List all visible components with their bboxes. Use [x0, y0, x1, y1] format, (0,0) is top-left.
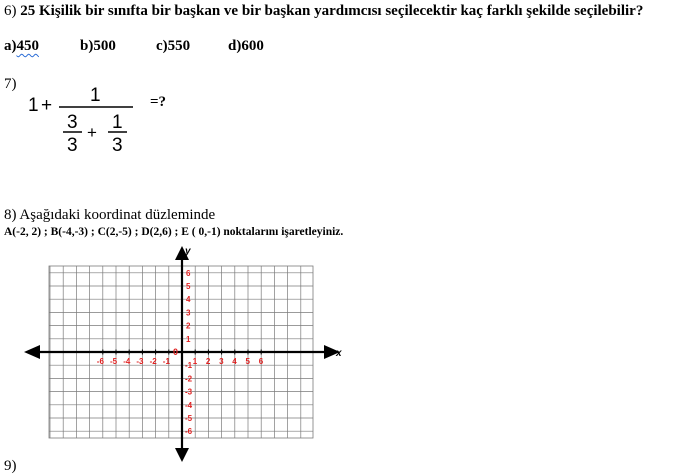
- y-axis-arrow-down: [175, 448, 189, 462]
- option-d-label: d): [228, 38, 242, 54]
- y-tick-label: -4: [185, 400, 193, 410]
- origin-label: 0: [173, 347, 179, 357]
- y-axis-label: y: [185, 246, 191, 257]
- x-tick-label: 3: [219, 357, 224, 366]
- y-tick-label: -2: [185, 374, 193, 384]
- question-6: [4, 3, 643, 20]
- complex-fraction: [26, 82, 146, 158]
- y-tick-label: 1: [186, 334, 191, 344]
- inner-right-denominator: 3: [112, 135, 123, 156]
- question-6-number: 6): [4, 3, 17, 19]
- question-8-title: 8) Aşağıdaki koordinat düzleminde: [4, 207, 216, 223]
- fraction-plus: +: [41, 95, 53, 116]
- y-tick-label: 4: [186, 295, 191, 305]
- x-tick-label: 4: [232, 357, 237, 366]
- question-7-number: 7): [4, 76, 17, 92]
- x-tick-label: -6: [96, 357, 104, 366]
- x-tick-label: 5: [245, 357, 250, 366]
- option-a-value: 450: [16, 38, 39, 54]
- x-axis-arrow-left: [24, 345, 40, 359]
- question-7-equals: =?: [150, 94, 167, 110]
- inner-plus: +: [87, 123, 97, 142]
- x-tick-label: 2: [205, 357, 211, 366]
- x-tick-label: 1: [192, 357, 198, 366]
- x-tick-label: -4: [123, 357, 131, 366]
- option-a-label: a): [4, 38, 17, 54]
- x-tick-label: -1: [162, 357, 170, 366]
- y-tick-label: 6: [186, 268, 191, 278]
- fraction-whole: 1: [28, 95, 39, 116]
- fraction-numerator: 1: [90, 85, 101, 106]
- y-tick-label: -3: [185, 387, 193, 397]
- x-tick-label: -5: [110, 357, 118, 366]
- option-b-label: b): [80, 38, 94, 54]
- question-8-points: A(-2, 2) ; B(-4,-3) ; C(2,-5) ; D(2,6) ; E ( 0,-1) noktalarını işaretleyiniz.: [4, 226, 344, 238]
- y-tick-label: 2: [186, 321, 191, 331]
- y-tick-label: 5: [186, 282, 191, 291]
- y-tick-label: 3: [186, 308, 191, 318]
- option-a: [4, 38, 39, 55]
- axes: [24, 246, 340, 462]
- x-tick-label: -3: [136, 357, 144, 366]
- x-tick-label: 6: [258, 357, 264, 366]
- inner-right-numerator: 1: [112, 112, 123, 133]
- inner-left-denominator: 3: [67, 135, 78, 156]
- question-9-number: 9): [4, 458, 17, 474]
- question-6-text: 25 Kişilik bir sınıfta bir başkan ve bir başkan yardımcısı seçilecektir kaç farklı şekilde seçilebilir?: [20, 3, 644, 19]
- x-tick-label: -2: [149, 357, 157, 366]
- option-b-value: 500: [93, 38, 116, 54]
- y-tick-label: -6: [185, 427, 193, 437]
- coordinate-plane: [0, 240, 360, 466]
- option-c-label: c): [156, 38, 168, 54]
- option-b: [80, 38, 116, 55]
- option-d-value: 600: [241, 38, 264, 54]
- option-c-value: 550: [167, 38, 191, 54]
- option-c: [156, 38, 190, 55]
- x-axis-label: x: [336, 348, 342, 359]
- inner-left-numerator: 3: [67, 112, 78, 133]
- y-tick-label: -5: [185, 414, 193, 423]
- option-d: [228, 38, 264, 55]
- y-tick-label: -1: [185, 361, 193, 371]
